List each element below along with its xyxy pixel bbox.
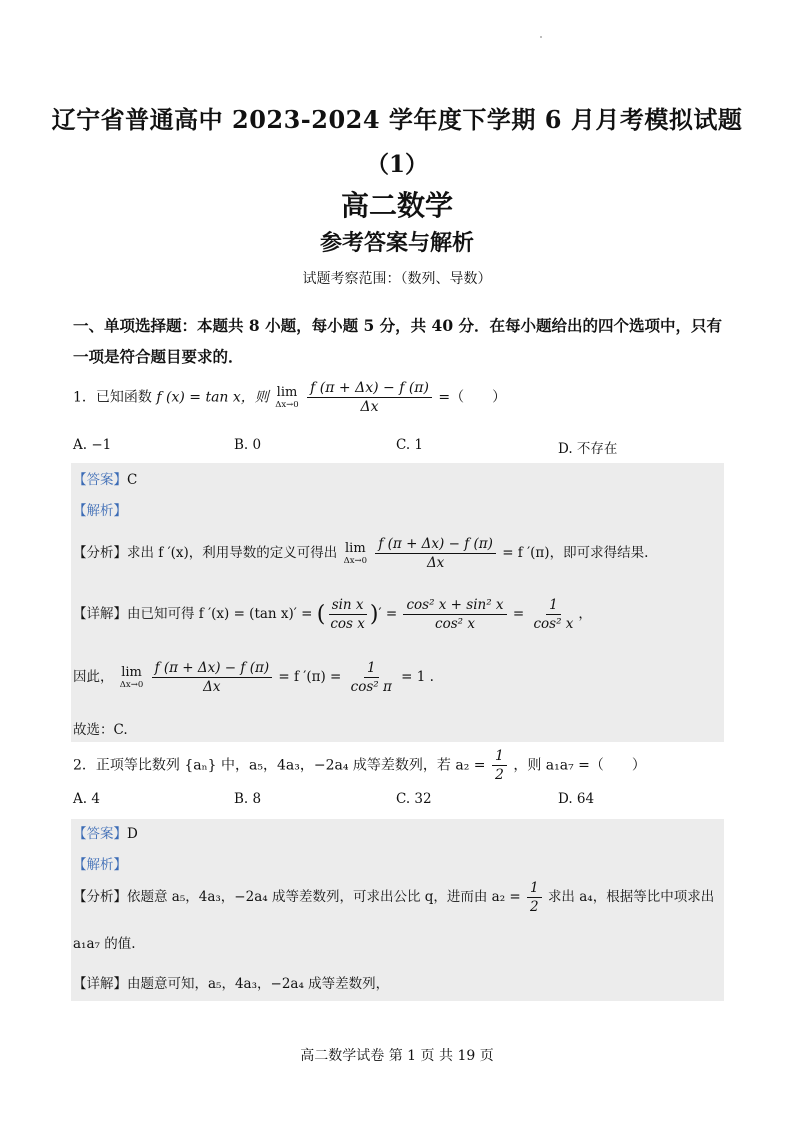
- q1-xiangjie: 【详解】由已知可得 f ′(x) = (tan x)′ = ( $\frac{\text{sin x}}{\text{cos x}}$ )′ = $\frac{\text{cos² x + sin² x}}{\text{cos² x}}$ = $\frac{1}{\text{cos² x}}$ ，: [73, 597, 592, 632]
- limit-word: lim: [345, 541, 366, 556]
- fraction-denominator: cos² π: [350, 679, 392, 695]
- fraction-numerator: 1: [364, 660, 379, 678]
- q2-xiangjie: [73, 972, 389, 992]
- fenxi-text-b: = f ′(π)，即可求得结果.: [502, 545, 649, 561]
- option-c: C. 1: [396, 437, 424, 453]
- fenxi-text-b: 求出 a₄，根据等比中项求出: [547, 889, 715, 905]
- result-fraction: [348, 660, 395, 695]
- page-footer: 高二数学试卷 第 1 页 共 19 页: [300, 1048, 494, 1064]
- question-1-function: f (x) = tan x，则: [156, 389, 269, 406]
- option-a: A. −1: [73, 437, 112, 453]
- analysis-tag: 【解析】: [73, 503, 127, 519]
- limit-expression: [120, 665, 143, 690]
- fraction-denominator: cos x: [330, 616, 365, 632]
- fraction-numerator: f (π + Δx) − f (π): [307, 380, 432, 398]
- q2-analysis-label: [73, 853, 127, 873]
- fenxi-tag: 【分析】: [73, 545, 127, 561]
- q1-analysis-label: [73, 499, 127, 519]
- fraction-denominator: cos² x: [435, 616, 475, 632]
- option-b: B. 8: [234, 791, 262, 807]
- fraction-numerator: cos² x + sin² x: [403, 597, 506, 615]
- simplified-fraction: [530, 597, 576, 632]
- fraction-numerator: sin x: [329, 597, 367, 615]
- difference-quotient: [307, 380, 432, 415]
- limit-subscript: Δx→0: [343, 556, 368, 566]
- xiangjie-tag: 【详解】: [73, 606, 127, 622]
- fenxi-tag: 【分析】: [73, 889, 127, 905]
- one-half-fraction: [492, 748, 507, 783]
- therefore-text: 因此，: [73, 669, 114, 685]
- quotient-rule-fraction: [403, 597, 506, 632]
- fraction-numerator: f (π + Δx) − f (π): [152, 660, 273, 678]
- fraction-denominator: 2: [530, 899, 539, 915]
- exam-scope: 试题考察范围：（数列、导数）: [302, 271, 492, 287]
- answer-value: D: [127, 826, 138, 842]
- question-1-prefix: 1．已知函数: [73, 389, 152, 406]
- q2-fenxi-continued: a₁a₇ 的值.: [73, 936, 136, 952]
- page-speck: [540, 36, 542, 38]
- option-b: B. 0: [234, 437, 262, 453]
- answer-tag: 【答案】: [73, 826, 127, 842]
- q2-fenxi: [73, 880, 714, 915]
- question-1-stem: [73, 380, 506, 415]
- option-d: D. 64: [558, 791, 595, 807]
- sin-over-cos: [327, 597, 368, 632]
- question-2-stem: [73, 748, 646, 783]
- difference-quotient: [152, 660, 273, 695]
- limit-expression: [275, 385, 298, 410]
- question-2-text-b: ，则 a₁a₇ =（ ）: [513, 757, 646, 774]
- q1-conclusion: 故选：C.: [73, 722, 128, 738]
- limit-subscript: Δx→0: [275, 400, 299, 410]
- document-title: 辽宁省普通高中 2023-2024 学年度下学期 6 月月考模拟试题: [51, 105, 743, 134]
- prime-equals: ′ =: [378, 606, 398, 622]
- fraction-denominator: Δx: [203, 679, 221, 695]
- fraction-numerator: 1: [546, 597, 561, 615]
- xiangjie-tag: 【详解】: [73, 976, 127, 992]
- fenxi-text-a: 求出 f ′(x)，利用导数的定义可得出: [127, 545, 338, 561]
- fraction-denominator: 2: [494, 767, 504, 783]
- option-c: C. 32: [396, 791, 432, 807]
- q2-answer: [73, 822, 138, 842]
- result-middle: = f ′(π) =: [278, 669, 342, 685]
- limit-subscript: Δx→0: [119, 680, 144, 690]
- question-2-text-a: 2．正项等比数列 {aₙ} 中，a₅，4a₃，−2a₄ 成等差数列，若 a₂ =: [73, 757, 486, 774]
- one-half-fraction: [527, 880, 542, 915]
- xiangjie-text: 由已知可得 f ′(x) = (tan x)′ =: [127, 606, 313, 622]
- fraction-numerator: f (π + Δx) − f (π): [375, 536, 496, 554]
- fraction-numerator: 1: [492, 748, 507, 766]
- difference-quotient: [375, 536, 496, 571]
- q1-fenxi: [73, 536, 648, 571]
- answer-key-title: 参考答案与解析: [319, 230, 474, 256]
- result-end: = 1 .: [401, 669, 434, 685]
- subject-title: 高二数学: [340, 189, 453, 222]
- document-title-number: （1）: [365, 151, 428, 178]
- limit-expression: [344, 541, 367, 566]
- analysis-tag: 【解析】: [73, 857, 127, 873]
- limit-word: lim: [276, 385, 298, 400]
- section-heading: 一、单项选择题：本题共 8 小题，每小题 5 分，共 40 分．在每小题给出的四个选项中，只有一项是符合题目要求的．: [73, 316, 723, 366]
- answer-value: C: [127, 472, 138, 488]
- fraction-denominator: cos² x: [533, 616, 574, 632]
- fenxi-text-a: 依题意 a₅，4a₃，−2a₄ 成等差数列，可求出公比 q，进而由 a₂ =: [127, 889, 521, 905]
- answer-tag: 【答案】: [73, 472, 127, 488]
- fraction-denominator: Δx: [426, 555, 445, 571]
- xiangjie-text: 由题意可知，a₅，4a₃，−2a₄ 成等差数列，: [127, 976, 390, 992]
- fraction-denominator: Δx: [360, 399, 379, 415]
- option-d: D. 不存在: [558, 441, 618, 457]
- limit-word: lim: [121, 665, 142, 680]
- fraction-numerator: 1: [527, 880, 542, 898]
- q1-result: [73, 660, 434, 695]
- question-1-suffix: =（ ）: [438, 389, 507, 406]
- option-a: A. 4: [73, 791, 100, 807]
- q1-answer: [73, 468, 137, 488]
